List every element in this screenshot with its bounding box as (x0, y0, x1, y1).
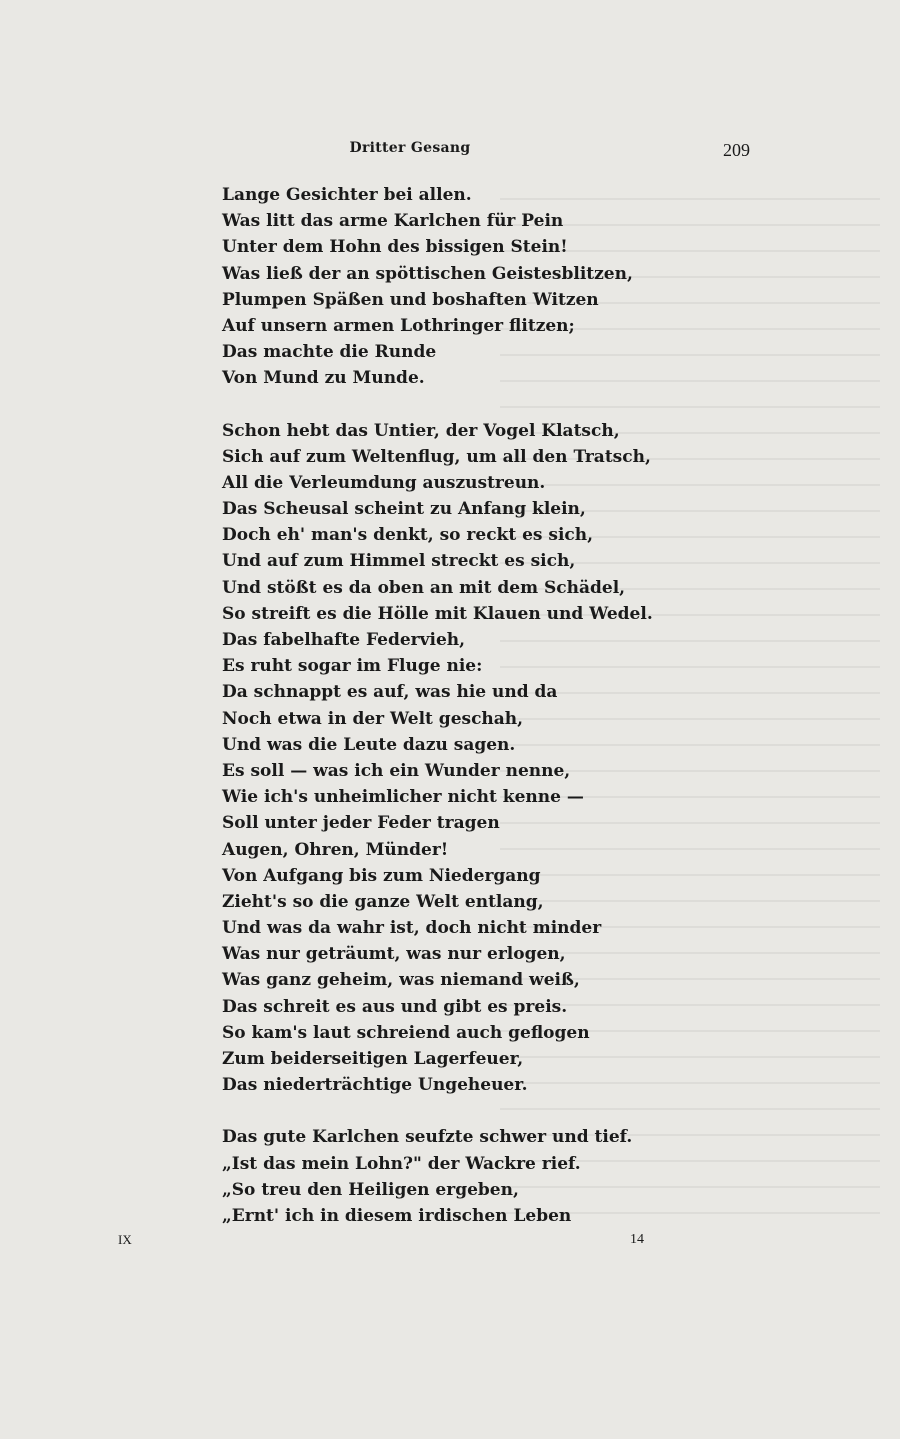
poem-line: Und was die Leute dazu sagen. (222, 734, 516, 755)
poem-line: Von Mund zu Munde. (222, 368, 425, 389)
poem-line: Das gute Karlchen seufzte schwer und tief. (222, 1127, 633, 1148)
poem-line: Zum beiderseitigen Lagerfeuer, (222, 1049, 524, 1069)
poem-line: Schon hebt das Untier, der Vogel Klatsch, (222, 420, 620, 441)
poem-line: „So treu den Heiligen ergeben, (222, 1179, 519, 1200)
poem-line: Was ließ der an spöttischen Geistesblitzen, (222, 263, 633, 284)
poem-line: Es soll — was ich ein Wunder nenne, (222, 760, 571, 781)
poem-line: Da schnappt es auf, was hie und da (222, 682, 558, 703)
poem-line: Was litt das arme Karlchen für Pein (222, 211, 564, 232)
poem-line: All die Verleumdung auszustreun. (222, 472, 546, 493)
poem-line: Augen, Ohren, Münder! (222, 839, 449, 860)
poem-line: Das fabelhafte Federvieh, (222, 630, 466, 650)
poem-line: Und auf zum Himmel streckt es sich, (222, 551, 576, 572)
poem-line: Plumpen Späßen und boshaften Witzen (222, 289, 599, 310)
poem-line: Das niederträchtige Ungeheuer. (222, 1075, 528, 1096)
poem-line: Was ganz geheim, was niemand weiß, (222, 970, 580, 991)
poem-line: Es ruht sogar im Fluge nie: (222, 656, 483, 677)
poem-line: Sich auf zum Weltenflug, um all den Tratsch, (222, 446, 651, 467)
poem-line: Doch eh' man's denkt, so reckt es sich, (222, 525, 594, 546)
poem-line: „Ernt' ich in diesem irdischen Leben (222, 1205, 572, 1226)
poem-line: So kam's laut schreiend auch geflogen (222, 1022, 590, 1043)
signature-mark-left: IX (118, 1232, 132, 1247)
poem-line: Von Aufgang bis zum Niedergang (222, 865, 541, 886)
poem-line: Und stößt es da oben an mit dem Schädel, (222, 577, 626, 598)
poem-line: Auf unsern armen Lothringer flitzen; (222, 315, 575, 336)
stanza (222, 1124, 742, 1229)
poem-line: Wie ich's unheimlicher nicht kenne — (222, 787, 584, 808)
poem-line: Das schreit es aus und gibt es preis. (222, 996, 568, 1017)
poem-body (222, 182, 742, 1255)
poem-line: Das machte die Runde (222, 342, 437, 363)
poem-line: So streift es die Hölle mit Klauen und Wedel. (222, 603, 653, 624)
stanza (222, 182, 742, 392)
poem-line: Unter dem Hohn des bissigen Stein! (222, 237, 568, 258)
poem-line: Das Scheusal scheint zu Anfang klein, (222, 499, 586, 520)
poem-line: Lange Gesichter bei allen. (222, 185, 472, 205)
stanza (222, 418, 742, 1099)
poem-line: Und was da wahr ist, doch nicht minder (222, 918, 602, 939)
poem-line: Noch etwa in der Welt geschah, (222, 708, 524, 729)
signature-mark-right: 14 (630, 1232, 644, 1247)
poem-line: Was nur geträumt, was nur erlogen, (222, 944, 566, 965)
poem-line: Zieht's so die ganze Welt entlang, (222, 891, 544, 912)
poem-line: „Ist das mein Lohn?" der Wackre rief. (222, 1153, 581, 1174)
poem-line: Soll unter jeder Feder tragen (222, 813, 500, 834)
running-title: Dritter Gesang (349, 140, 471, 156)
page-number: 209 (723, 140, 750, 160)
